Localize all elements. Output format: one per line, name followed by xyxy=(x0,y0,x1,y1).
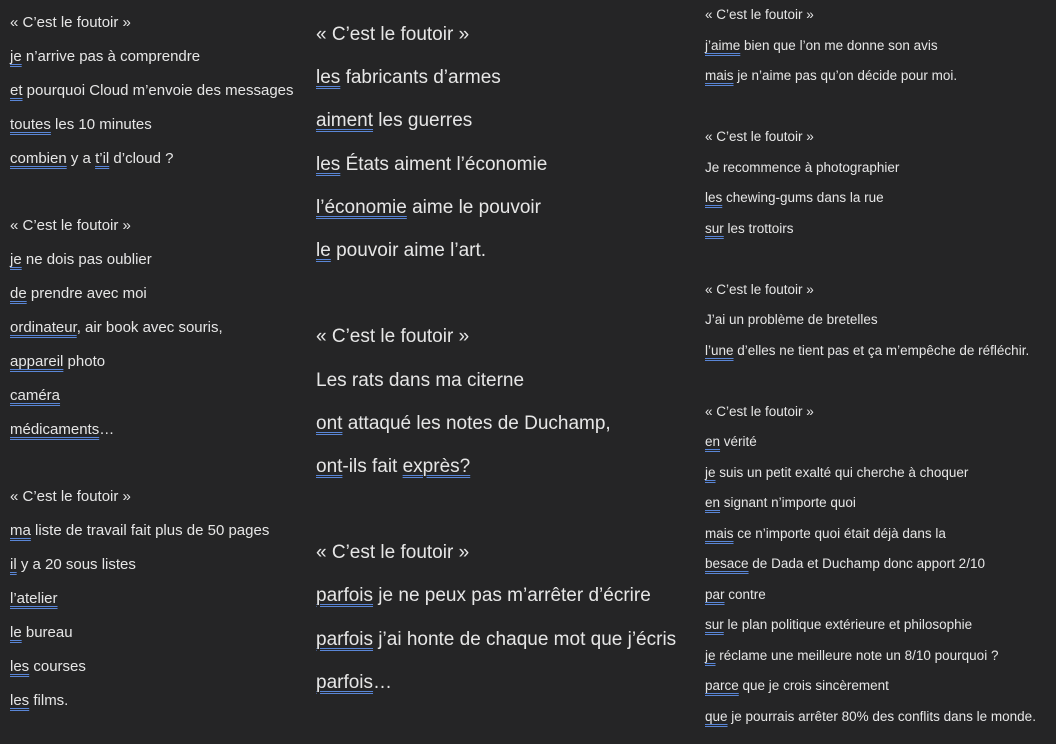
flagged-word: ma xyxy=(10,522,31,540)
poem-line xyxy=(10,243,305,277)
poem-column-middle xyxy=(316,0,696,704)
line-text: J’ai un problème de bretelles xyxy=(705,312,878,327)
stanza-refrain xyxy=(705,0,1053,31)
line-text: suis un petit exalté qui cherche à choquer xyxy=(715,464,969,480)
flagged-word: les xyxy=(10,657,30,675)
flagged-word: et xyxy=(10,81,23,99)
flagged-word: en xyxy=(705,434,721,449)
poem-line xyxy=(316,618,696,661)
line-text: … xyxy=(99,420,115,438)
line-text: ce n’importe quoi était déjà dans la xyxy=(733,525,946,541)
stanza-refrain xyxy=(705,397,1053,428)
flagged-word: je xyxy=(705,464,716,480)
line-text: prendre avec moi xyxy=(26,285,147,303)
flagged-word: de xyxy=(10,285,27,303)
poem-line xyxy=(316,359,696,402)
poem-line xyxy=(705,702,1053,733)
line-text: fabricants d’armes xyxy=(340,67,501,89)
flagged-word: par xyxy=(705,586,725,602)
poem-line xyxy=(10,277,305,311)
poem-line xyxy=(705,61,1053,92)
flagged-word: je xyxy=(10,47,22,65)
flagged-word: les xyxy=(10,691,30,709)
poem-line xyxy=(316,229,696,272)
poem-line xyxy=(10,582,305,616)
flagged-word: l’une xyxy=(705,342,734,358)
flagged-word: les xyxy=(316,67,341,89)
flagged-word: médicaments xyxy=(10,420,100,438)
stanza-gap xyxy=(10,447,305,481)
line-text: je n’aime pas qu’on décide pour moi. xyxy=(733,68,958,83)
line-text: ne dois pas oublier xyxy=(21,251,152,269)
line-text: attaqué les notes de Duchamp, xyxy=(342,412,611,434)
flagged-word: t’il xyxy=(95,149,110,167)
flagged-word: besace xyxy=(705,556,749,571)
line-text: Les rats dans ma citerne xyxy=(316,369,525,391)
poem-line xyxy=(316,661,696,704)
poem-line xyxy=(705,427,1053,458)
poem-line xyxy=(10,40,305,74)
stanza-refrain xyxy=(705,122,1053,153)
line-text: les trottoirs xyxy=(723,220,794,236)
poem-line xyxy=(10,413,305,447)
poem-line xyxy=(10,108,305,142)
flagged-word: il xyxy=(10,556,17,574)
line-text: pouvoir aime l’art. xyxy=(330,239,487,261)
line-text: … xyxy=(373,671,393,693)
line-text: signant n’importe quoi xyxy=(720,495,856,510)
flagged-word: sur xyxy=(705,220,724,236)
poem-line xyxy=(316,574,696,617)
line-text: « C’est le foutoir » xyxy=(10,217,131,235)
line-text: n’arrive pas à comprendre xyxy=(21,47,201,65)
poem-line xyxy=(10,684,305,718)
flagged-word: le xyxy=(10,624,22,642)
flagged-word: caméra xyxy=(10,386,61,404)
flagged-word: ordinateur xyxy=(10,319,77,337)
line-text: que je crois sincèrement xyxy=(738,678,889,693)
poem-line xyxy=(705,31,1053,62)
poem-column-right xyxy=(705,0,1053,732)
stanza-refrain xyxy=(10,480,305,514)
stanza-refrain xyxy=(316,531,696,574)
flagged-word: le xyxy=(316,239,331,261)
poem-line xyxy=(10,616,305,650)
flagged-word: mais xyxy=(705,68,734,83)
line-text: de Dada et Duchamp donc apport 2/10 xyxy=(748,556,985,571)
line-text: États aiment l’économie xyxy=(340,153,548,175)
line-text: je pourrais arrêter 80% des conflits dans le monde. xyxy=(727,708,1036,724)
flagged-word: mais xyxy=(705,525,734,541)
flagged-word: parfois xyxy=(316,671,374,693)
line-text: -ils fait xyxy=(342,455,403,477)
flagged-word: sur xyxy=(705,617,724,632)
line-text: y a xyxy=(66,149,96,167)
poem-line xyxy=(316,445,696,488)
line-text: courses xyxy=(29,657,86,675)
poem-line xyxy=(705,458,1053,489)
flagged-word: appareil xyxy=(10,352,64,370)
stanza-refrain xyxy=(316,315,696,358)
line-text: pourquoi Cloud m’envoie des messages xyxy=(22,81,294,99)
line-text: vérité xyxy=(720,434,757,449)
stanza-refrain xyxy=(705,275,1053,306)
line-text: « C’est le foutoir » xyxy=(316,542,470,564)
flagged-word: exprès? xyxy=(402,455,471,477)
stanza-gap xyxy=(705,244,1053,275)
flagged-word: les xyxy=(316,153,341,175)
poem-line xyxy=(705,336,1053,367)
line-text: « C’est le foutoir » xyxy=(705,403,814,419)
flagged-word: toutes xyxy=(10,115,51,133)
line-text: je ne peux pas m’arrêter d’écrire xyxy=(373,585,651,607)
poem-line xyxy=(705,610,1053,641)
line-text: d’elles ne tient pas et ça m’empêche de réfléchir. xyxy=(733,342,1030,358)
line-text: j’ai honte de chaque mot que j’écris xyxy=(373,628,677,650)
line-text: chewing-gums dans la rue xyxy=(722,190,884,205)
poem-line xyxy=(705,549,1053,580)
line-text: « C’est le foutoir » xyxy=(10,488,131,506)
flagged-word: parce xyxy=(705,678,739,693)
poem-line xyxy=(316,402,696,445)
poem-line xyxy=(705,153,1053,184)
stanza-refrain xyxy=(316,13,696,56)
poem-line xyxy=(705,214,1053,245)
poem-line xyxy=(316,99,696,142)
flagged-word: je xyxy=(705,647,716,663)
line-text: « C’est le foutoir » xyxy=(10,14,131,31)
line-text: contre xyxy=(724,586,766,602)
line-text: « C’est le foutoir » xyxy=(705,129,814,144)
poem-line xyxy=(705,183,1053,214)
line-text: liste de travail fait plus de 50 pages xyxy=(30,522,270,540)
line-text: , air book avec souris, xyxy=(76,319,223,337)
stanza-gap xyxy=(705,92,1053,123)
line-text: Je recommence à photographier xyxy=(705,159,900,175)
poem-line xyxy=(705,488,1053,519)
flagged-word: ont xyxy=(316,455,343,477)
line-text: bureau xyxy=(21,624,73,642)
flagged-word: combien xyxy=(10,149,67,167)
stanza-refrain xyxy=(10,6,305,40)
line-text: films. xyxy=(29,691,69,709)
flagged-word: l’atelier xyxy=(10,590,58,608)
flagged-word: l’économie xyxy=(316,196,407,218)
poem-line xyxy=(10,345,305,379)
flagged-word: ont xyxy=(316,412,343,434)
line-text: d’cloud ? xyxy=(109,149,174,167)
poem-line xyxy=(705,671,1053,702)
flagged-word: les xyxy=(705,190,723,205)
flagged-word: que xyxy=(705,708,728,724)
stanza-gap xyxy=(316,272,696,315)
line-text: réclame une meilleure note un 8/10 pourquoi ? xyxy=(715,647,999,663)
poem-line xyxy=(10,379,305,413)
poem-line xyxy=(10,650,305,684)
flagged-word: parfois xyxy=(316,585,374,607)
poem-line xyxy=(10,548,305,582)
stanza-refrain xyxy=(10,209,305,243)
line-text: « C’est le foutoir » xyxy=(705,281,814,297)
stanza-gap xyxy=(316,488,696,531)
poem-line xyxy=(316,186,696,229)
line-text: aime le pouvoir xyxy=(406,196,541,218)
poem-line xyxy=(705,519,1053,550)
line-text: « C’est le foutoir » xyxy=(316,326,470,348)
poem-line xyxy=(705,641,1053,672)
poem-line xyxy=(316,143,696,186)
poem-line xyxy=(10,142,305,176)
stanza-gap xyxy=(10,175,305,209)
poem-line xyxy=(10,514,305,548)
line-text: « C’est le foutoir » xyxy=(316,24,470,45)
flagged-word: j’aime xyxy=(705,37,741,53)
line-text: y a 20 sous listes xyxy=(16,556,136,574)
line-text: le plan politique extérieure et philosophie xyxy=(723,617,973,632)
line-text: les 10 minutes xyxy=(50,115,152,133)
poem-line xyxy=(316,56,696,99)
poem-column-left xyxy=(10,0,305,718)
line-text: bien que l’on me donne son avis xyxy=(740,37,938,53)
flagged-word: parfois xyxy=(316,628,374,650)
line-text: photo xyxy=(63,352,106,370)
line-text: « C’est le foutoir » xyxy=(705,7,814,22)
poem-line xyxy=(705,305,1053,336)
poem-line xyxy=(10,311,305,345)
flagged-word: je xyxy=(10,251,22,269)
line-text: les guerres xyxy=(373,110,473,132)
flagged-word: aiment xyxy=(316,110,374,132)
stanza-gap xyxy=(705,366,1053,397)
poem-line xyxy=(705,580,1053,611)
flagged-word: en xyxy=(705,495,721,510)
poem-line xyxy=(10,74,305,108)
